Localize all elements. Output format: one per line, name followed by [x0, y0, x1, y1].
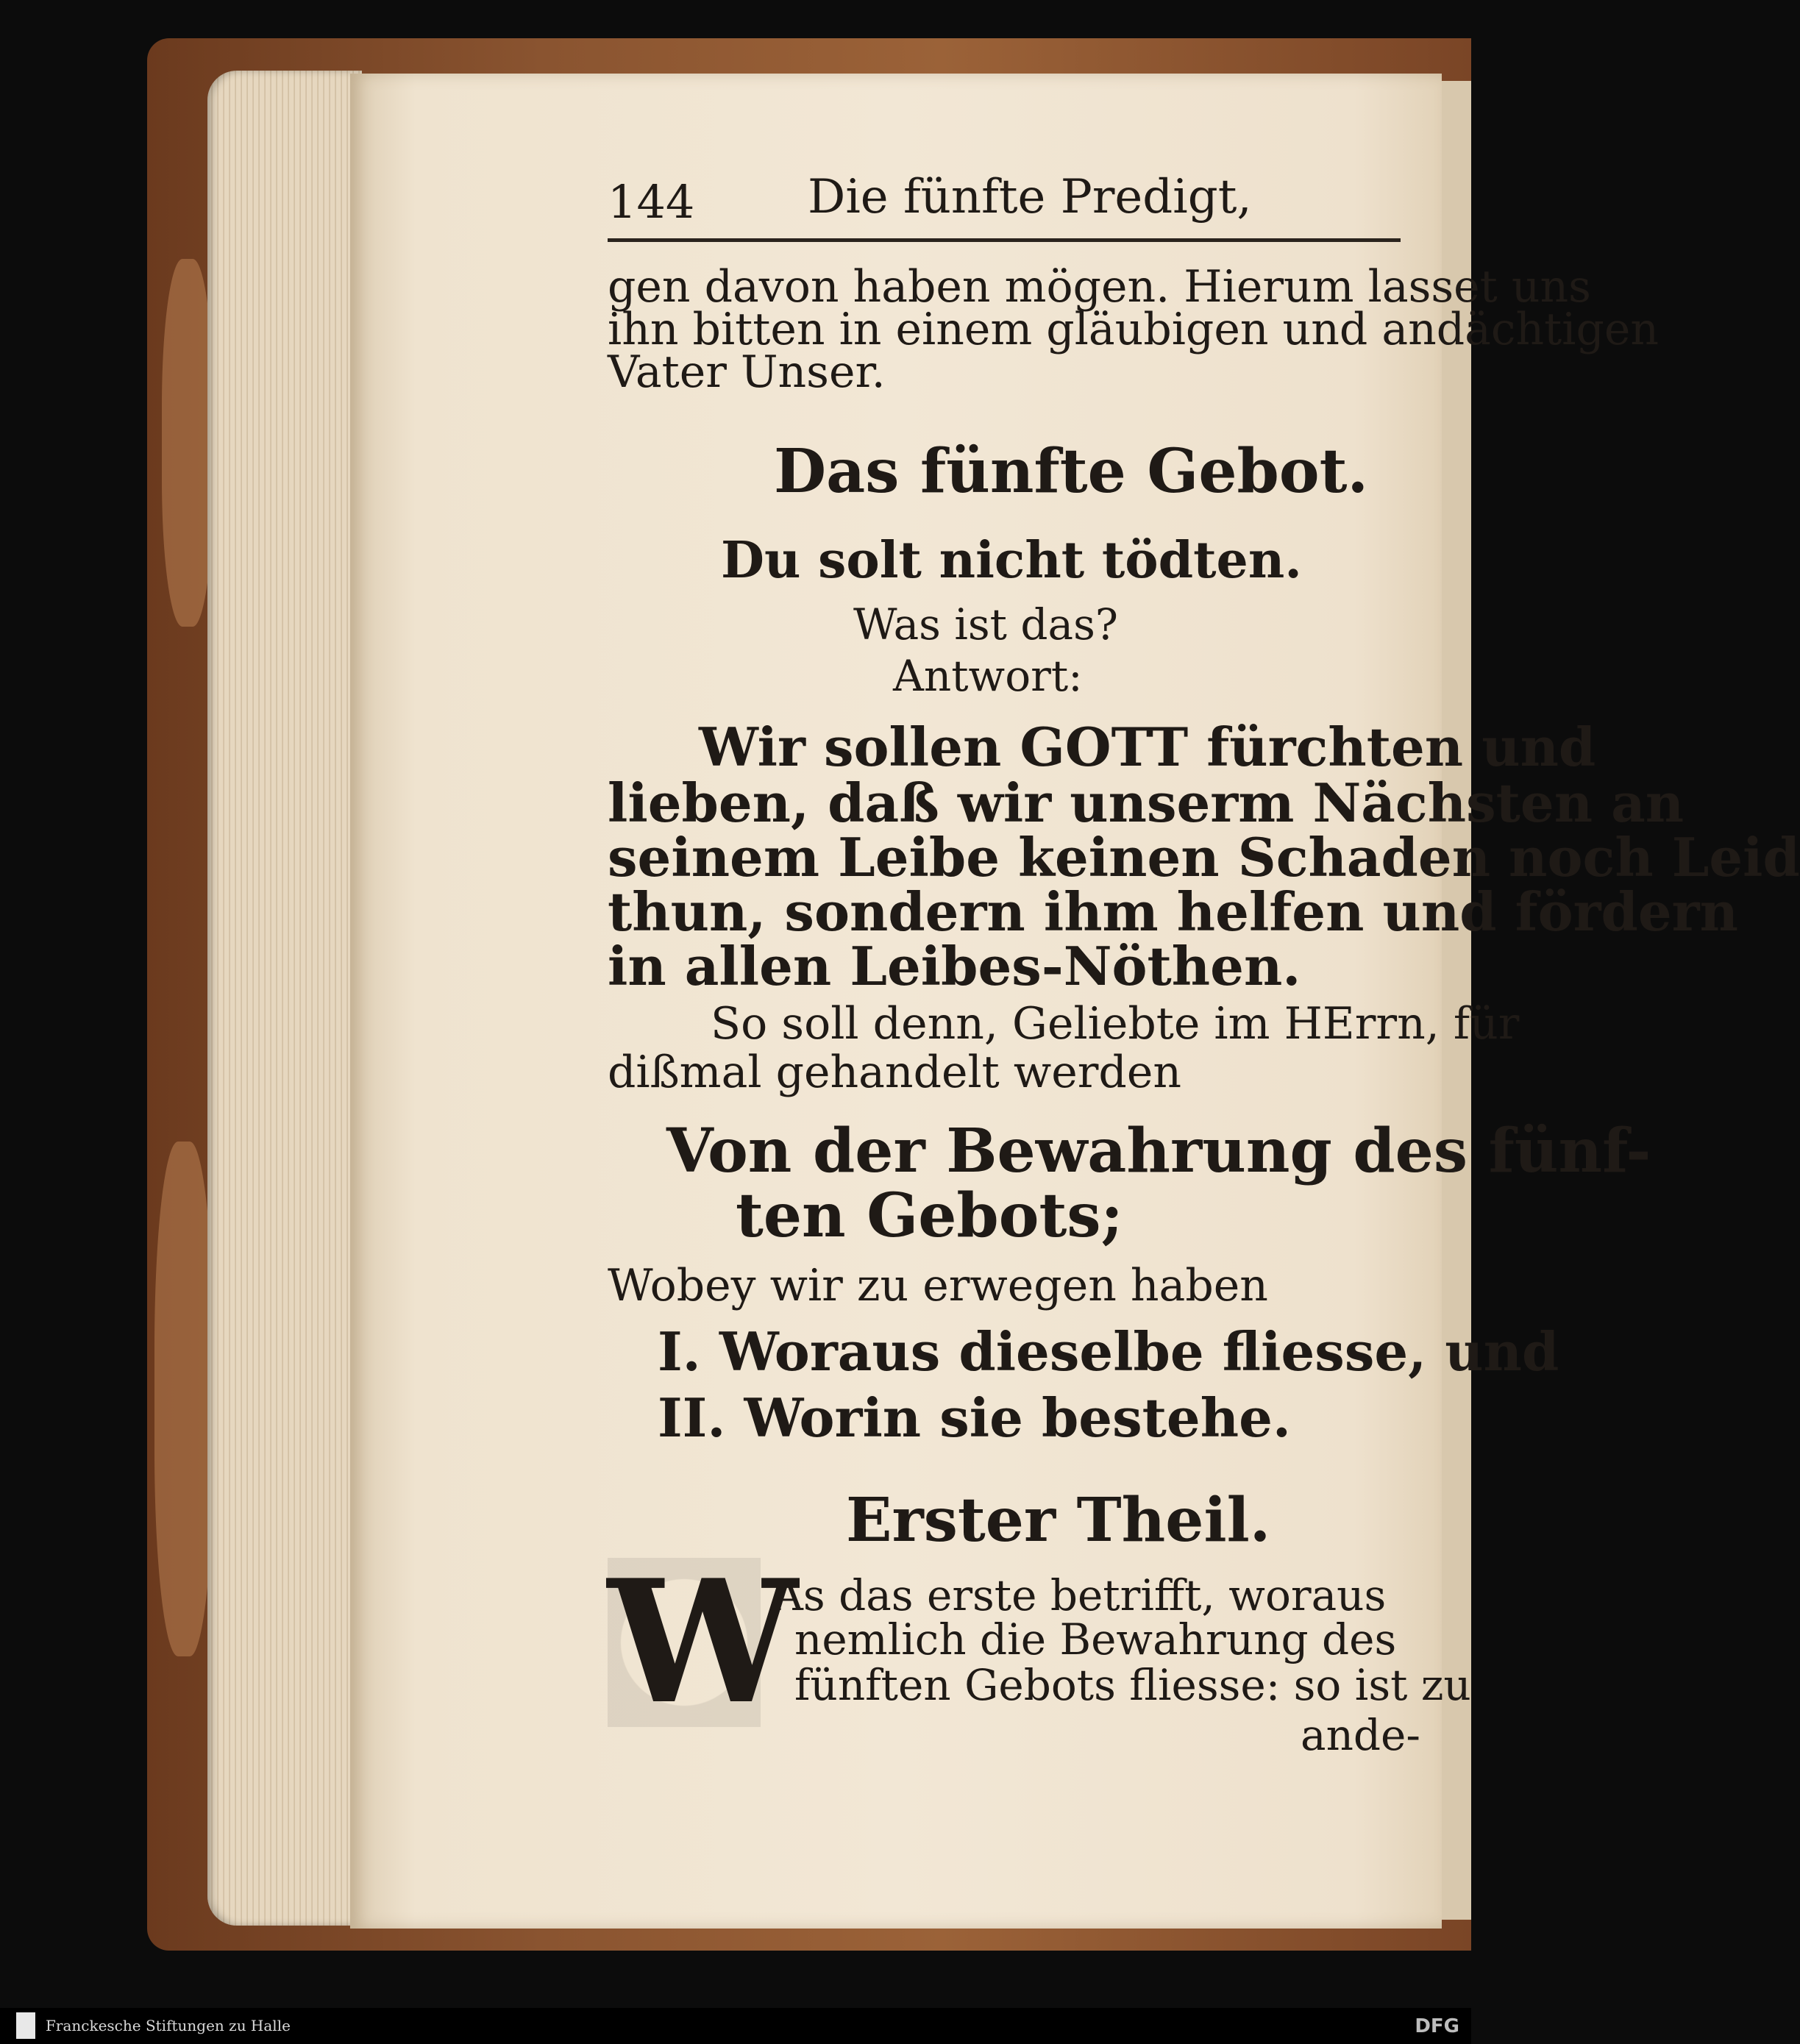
commandment-title: Das fünfte Gebot.: [774, 436, 1368, 507]
answer-line: thun, sondern ihm helfen und fördern: [608, 880, 1738, 943]
question: Was ist das?: [853, 599, 1118, 649]
answer-label: Antwort:: [893, 651, 1083, 701]
body-line: As das erste betrifft, woraus: [772, 1570, 1387, 1620]
institution-label: Franckesche Stiftungen zu Halle: [46, 2017, 291, 2034]
running-title: Die fünfte Predigt,: [808, 170, 1252, 224]
header-rule: [608, 238, 1401, 242]
topic-line: Von der Bewahrung des fünf-: [666, 1116, 1651, 1186]
commandment-text: Du solt nicht tödten.: [721, 531, 1302, 590]
transition-line: So soll denn, Geliebte im HErrn, für: [711, 998, 1520, 1050]
answer-line: in allen Leibes-Nöthen.: [608, 935, 1301, 997]
intro-line: ihn bitten in einem gläubigen und andächtigen: [608, 304, 1660, 355]
page-number: 144: [608, 175, 695, 229]
body-line: fünften Gebots fliesse: so ist zu: [794, 1660, 1471, 1710]
catchword: ande-: [1301, 1710, 1420, 1760]
dfg-logo: DFG: [1415, 2015, 1459, 2037]
answer-line: lieben, daß wir unserm Nächsten an: [608, 772, 1685, 834]
institution-logo-icon: [16, 2012, 35, 2039]
answer-line: Wir sollen GOTT fürchten und: [699, 716, 1596, 778]
point-item: II. Worin sie bestehe.: [658, 1386, 1291, 1449]
intro-line: Vater Unser.: [608, 346, 886, 398]
topic-line: ten Gebots;: [736, 1181, 1123, 1251]
leather-wear: [154, 1142, 213, 1656]
transition-line: dißmal gehandelt werden: [608, 1047, 1181, 1098]
answer-line: seinem Leibe keinen Schaden noch Leid: [608, 826, 1800, 889]
body-line: nemlich die Bewahrung des: [794, 1614, 1397, 1664]
leather-wear: [162, 259, 213, 627]
part-title: Erster Theil.: [846, 1485, 1271, 1556]
point-item: I. Woraus dieselbe fliesse, und: [658, 1320, 1559, 1383]
consider-line: Wobey wir zu erwegen haben: [608, 1260, 1268, 1311]
intro-line: gen davon haben mögen. Hierum lasset uns: [608, 261, 1591, 313]
page-edges: [207, 71, 362, 1926]
decorative-initial: W: [608, 1543, 798, 1742]
